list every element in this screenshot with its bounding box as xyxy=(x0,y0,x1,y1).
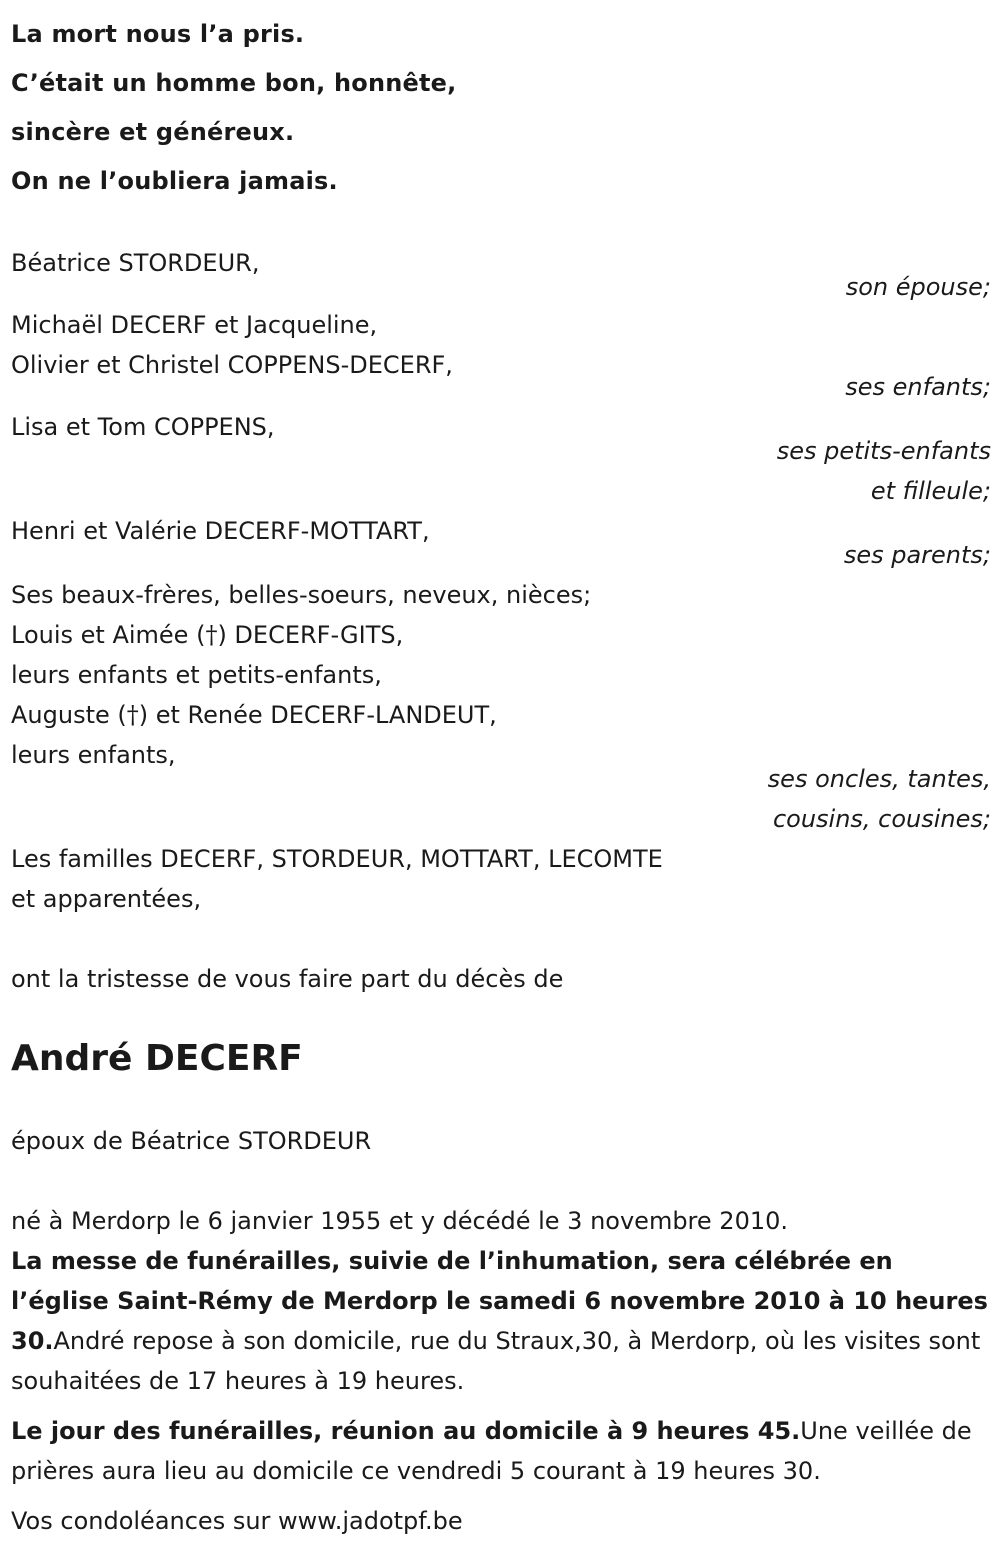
extended-line xyxy=(11,695,991,735)
condolences-text: Vos condoléances sur www.jadotpf.be xyxy=(11,1507,463,1535)
spouse-role: son épouse; xyxy=(845,273,991,301)
mass-details: La messe de funérailles, suivie de l’inhumation, sera célébrée en l’église Saint-Rémy de Merdorp le samedi 6 novembre 2010 à 10 heures 30. xyxy=(11,1247,988,1355)
announcement-text: ont la tristesse de vous faire part du décès de xyxy=(11,965,564,993)
parents-block xyxy=(11,511,991,575)
poem-line: La mort nous l’a pris. xyxy=(11,20,305,48)
extended-role: cousins, cousines; xyxy=(772,805,991,833)
cross-icon: † xyxy=(205,621,218,649)
vigil-details: Une veillée de prières aura lieu au domicile ce vendredi 5 courant à 19 heures 30. xyxy=(11,1417,972,1485)
extended-text: ) DECERF-GITS, xyxy=(217,621,404,649)
extended-line: leurs enfants, xyxy=(11,741,176,769)
poem-line: On ne l’oubliera jamais. xyxy=(11,167,338,195)
obituary-notice xyxy=(11,0,991,1541)
poem xyxy=(11,0,991,206)
poem-line: sincère et généreux. xyxy=(11,118,295,146)
poem-line: C’était un homme bon, honnête, xyxy=(11,69,457,97)
extended-text: ) et Renée DECERF-LANDEUT, xyxy=(138,701,497,729)
extended-text: Louis et Aimée ( xyxy=(11,621,206,649)
grandchildren-role: ses petits-enfants xyxy=(776,437,991,465)
extended-line: Ses beaux-frères, belles-soeurs, neveux, nièces; xyxy=(11,581,592,609)
extended-line: leurs enfants et petits-enfants, xyxy=(11,661,382,689)
children-line: Olivier et Christel COPPENS-DECERF, xyxy=(11,351,453,379)
extended-text: Auguste ( xyxy=(11,701,127,729)
parents-role: ses parents; xyxy=(843,541,991,569)
rest-details: André repose à son domicile, rue du Straux,30, à Merdorp, où les visites sont souhaitées de 17 heures à 19 heures. xyxy=(11,1327,981,1395)
extended-role: ses oncles, tantes, xyxy=(767,765,991,793)
meeting-paragraph xyxy=(11,1411,991,1491)
spouse-of-text: époux de Béatrice STORDEUR xyxy=(11,1127,372,1155)
spouse-name: Béatrice STORDEUR, xyxy=(11,249,260,277)
funeral-paragraph xyxy=(11,1241,991,1401)
meeting-details: Le jour des funérailles, réunion au domicile à 9 heures 45. xyxy=(11,1417,801,1445)
deceased-name: André DECERF xyxy=(11,1038,303,1079)
grandchildren-role: et filleule; xyxy=(870,477,991,505)
grandchildren-block xyxy=(11,407,991,511)
children-role: ses enfants; xyxy=(845,373,991,401)
grandchildren-names: Lisa et Tom COPPENS, xyxy=(11,413,275,441)
parents-names: Henri et Valérie DECERF-MOTTART, xyxy=(11,517,430,545)
children-line: Michaël DECERF et Jacqueline, xyxy=(11,311,378,339)
children-block xyxy=(11,305,991,407)
extended-family-block xyxy=(11,575,991,839)
spouse-block xyxy=(11,243,991,307)
families-line: et apparentées, xyxy=(11,885,202,913)
families-line: Les familles DECERF, STORDEUR, MOTTART, LECOMTE xyxy=(11,845,663,873)
birth-death-text: né à Merdorp le 6 janvier 1955 et y décédé le 3 novembre 2010. xyxy=(11,1207,788,1235)
families-block xyxy=(11,839,991,919)
extended-line xyxy=(11,615,991,655)
cross-icon: † xyxy=(126,701,139,729)
